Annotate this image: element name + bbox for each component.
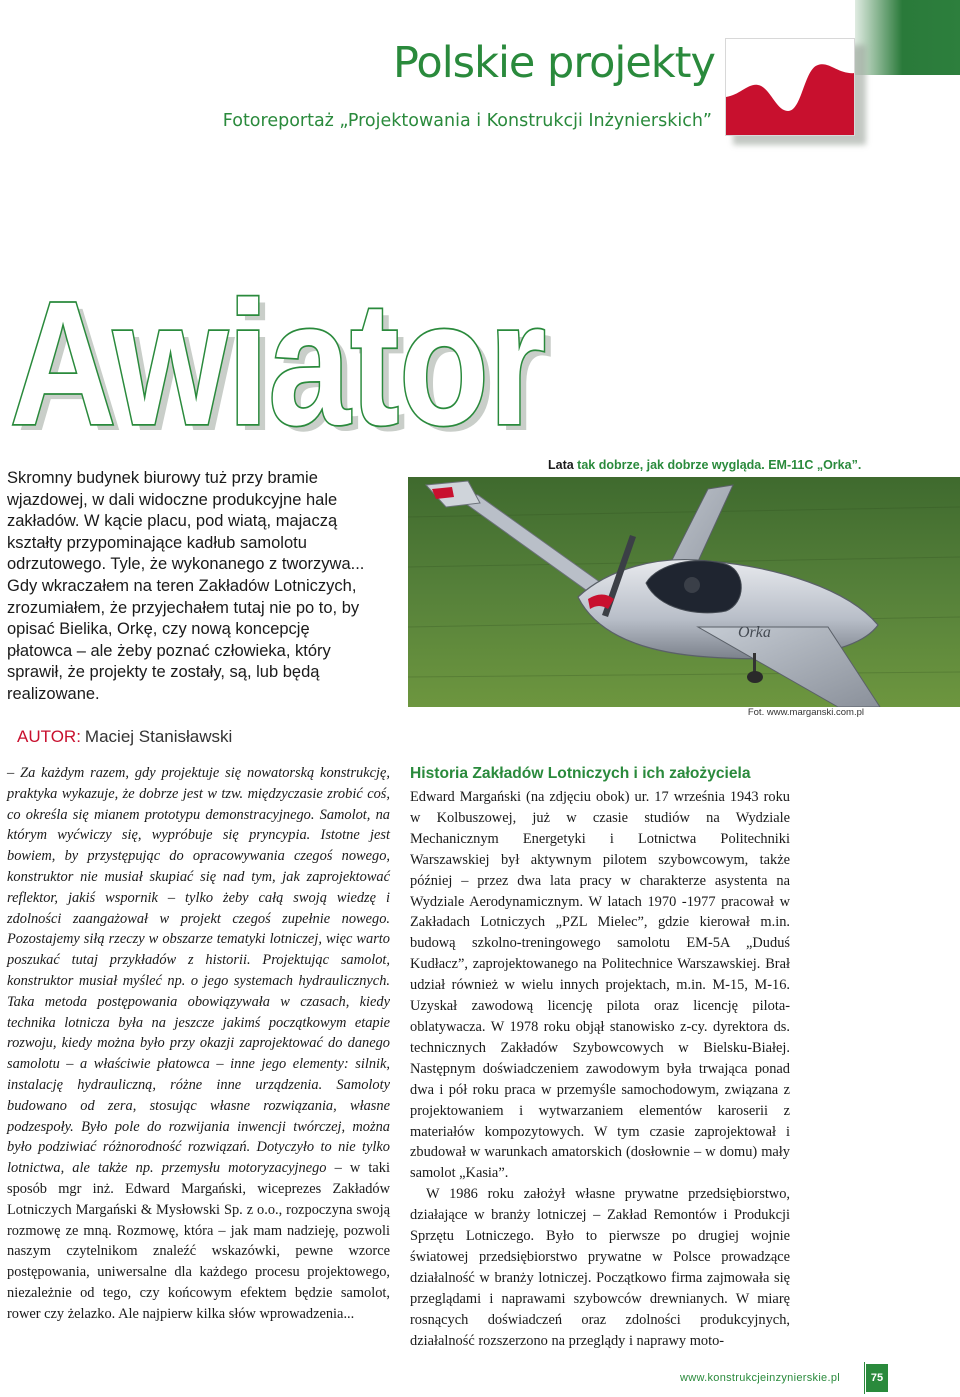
interview-quote: – Za każdym razem, gdy projektuje się nowatorską konstrukcję, praktyka wykazuje, że dobrze jest w tzw. międzyczasie zrobić coś, co określa się mianem prototypu demonstracyjnego. Samolot, na którym wyćwiczy się, wypróbuje się pryncypia. Istotne jest bowiem, by przystępując do opracowywania czegoś nowego, konstruktor nie musiał skupiać się nad tym, jak zaprojektować reflektor, jakiś wspornik – tylko żeby całą swoją wiedzę i zdolności zaangażował w projekt czegoś zupełnie nowego. Pozostajemy siłą rzeczy w obszarze tematyki lotniczej, więc warto poszukać tutaj przykładów z historii. Projektując samolot, konstruktor musiał myśleć np. o jego systemach hydraulicznych. Taka metoda postępowania obowiązywała w czasach, kiedy technika lotnicza była na jeszcze jakimś początkowym etapie rozwoju, kiedy można było przy okazji zaprojektować do danego samolotu – a właściwie płatowca – inne jego elementy: silnik, instalację hydrauliczną, różne inne urządzenia. Samoloty budowano od zera, stosując własne rozwiązania, własne podzespoły. Było pole do rozwijania inwencji twórczej, można było podziwiać różnorodność rozwiązań. Dotyczyło to nie tylko lotnictwa, ale także np. przemysłu motoryzacyjnego bbox=[7, 765, 390, 1177]
history-heading: Historia Zakładów Lotniczych i ich założyciela bbox=[410, 765, 751, 782]
photo-caption-rest: tak dobrze, jak dobrze wygląda. EM-11C „Orka”. bbox=[573, 458, 862, 472]
header-green-bar bbox=[855, 0, 960, 75]
interview-narration: – w taki sposób mgr inż. Edward Margański, wiceprezes Zakładów Lotniczych Margański & Mysłowski Sp. z o.o., rozpoczyna swoją rozmowę ze mną. Rozmowę, która – jak mam nadzieję, pozwoli naszym czytelnikom znaleźć wskazówki, pewne wzorce postępowania, uniwersalne dla każdego procesu projektowego, niezależnie od tego, czy końcowym efektem będzie samolot, rower czy żelazko. Ale najpierw kilka słów wprowadzenia... bbox=[7, 1160, 390, 1322]
flag-red-wave bbox=[726, 64, 855, 136]
polish-flag-icon bbox=[725, 38, 855, 136]
article-title-shadow: Awiator bbox=[17, 272, 553, 452]
photo-caption bbox=[548, 458, 861, 472]
footer-website-link[interactable]: www.konstrukcjeinzynierskie.pl bbox=[680, 1372, 840, 1384]
photo-caption-lead: Lata bbox=[548, 458, 574, 472]
photo-credit: Fot. www.marganski.com.pl bbox=[747, 707, 864, 718]
page-number: 75 bbox=[866, 1364, 888, 1392]
history-paragraph-2: W 1986 roku założył własne prywatne przedsiębiorstwo, działające w branży lotniczej – Zakład Remontów i Produkcji Sprzętu Lotniczego. Było to pierwsze po drugiej wojnie światowej przedsiębiorstwo prywatne w Polsce prowadzące działalność w branży lotniczej. Początkowo firma zajmowała się przeglądami i naprawami szybowców drewnianych. W miarę rosnących doświadczeń oraz zdolności produkcyjnych, działalność rozszerzono na przeglądy i naprawy moto- bbox=[410, 1186, 790, 1349]
left-column-body bbox=[7, 763, 390, 1325]
series-title: Polskie projekty bbox=[393, 38, 715, 88]
author-name: Maciej Stanisławski bbox=[84, 727, 233, 746]
article-title bbox=[6, 272, 566, 452]
author-label: AUTOR: bbox=[17, 727, 81, 746]
article-intro: Skromny budynek biurowy tuż przy bramie wjazdowej, w dali widoczne produkcyjne hale zakładów. W kącie placu, pod wiatą, majaczą kształty przypominające kadłub samolotu odrzutowego. Tyle, że wykonanego z tworzywa... Gdy wkraczałem na teren Zakładów Lotniczych, zrozumiałem, że przyjechałem tutaj nie po to, by opisać Bielika, Orkę, czy nową koncepcję płatowca – ale żeby poznać człowieka, który sprawił, że projekty te zostały, są, lub będą realizowane. bbox=[7, 469, 365, 703]
article-title-text: Awiator bbox=[10, 272, 546, 452]
history-paragraph-1: Edward Margański (na zdjęciu obok) ur. 17 września 1943 roku w Kolbuszowej, już w czasie studiów na Wydziale Mechanicznym Energetyki i Lotnictwa Politechniki Warszawskiej był aktywnym pilotem szybowcowym, także później – przez dwa lata pracy w charakterze asystenta na Wydziale Aerodynamicznym. W latach 1970 -1977 pracował w Zakładach Lotniczych „PZL Mielec”, gdzie kierował m.in. budową szkolno-treningowego samolotu EM-5A „Duduś Kudłacz”, zaprojektowanego na Politechnice Warszawskiej. Brał udział również w wielu innych projektach, m.in. M-15, M-16. Uzyskał zawodową licencję pilota oraz licencję pilota-oblatywacza. W 1978 roku objął stanowisko z-cy. dyrektora ds. technicznych Zakładów Szybowcowych w Bielsku-Białej. Następnym doświadczeniem zawodowym była trwająca ponad dwa i pół roku praca w przemyśle samochodowym, związana z projektowaniem i wytwarzaniem elementów karoserii z materiałów kompozytowych. W tym czasie zaprojektował i zbudował w warunkach amatorskich (dosłownie – w domu) mały samolot „Kasia”. bbox=[410, 789, 790, 1182]
aircraft-photo bbox=[408, 477, 960, 707]
author-line bbox=[17, 727, 232, 747]
aircraft-marking: Orka bbox=[738, 624, 771, 641]
series-subtitle: Fotoreportaż „Projektowania i Konstrukcji Inżynierskich” bbox=[222, 111, 712, 131]
footer-divider bbox=[864, 1362, 865, 1394]
history-body bbox=[410, 787, 790, 1351]
